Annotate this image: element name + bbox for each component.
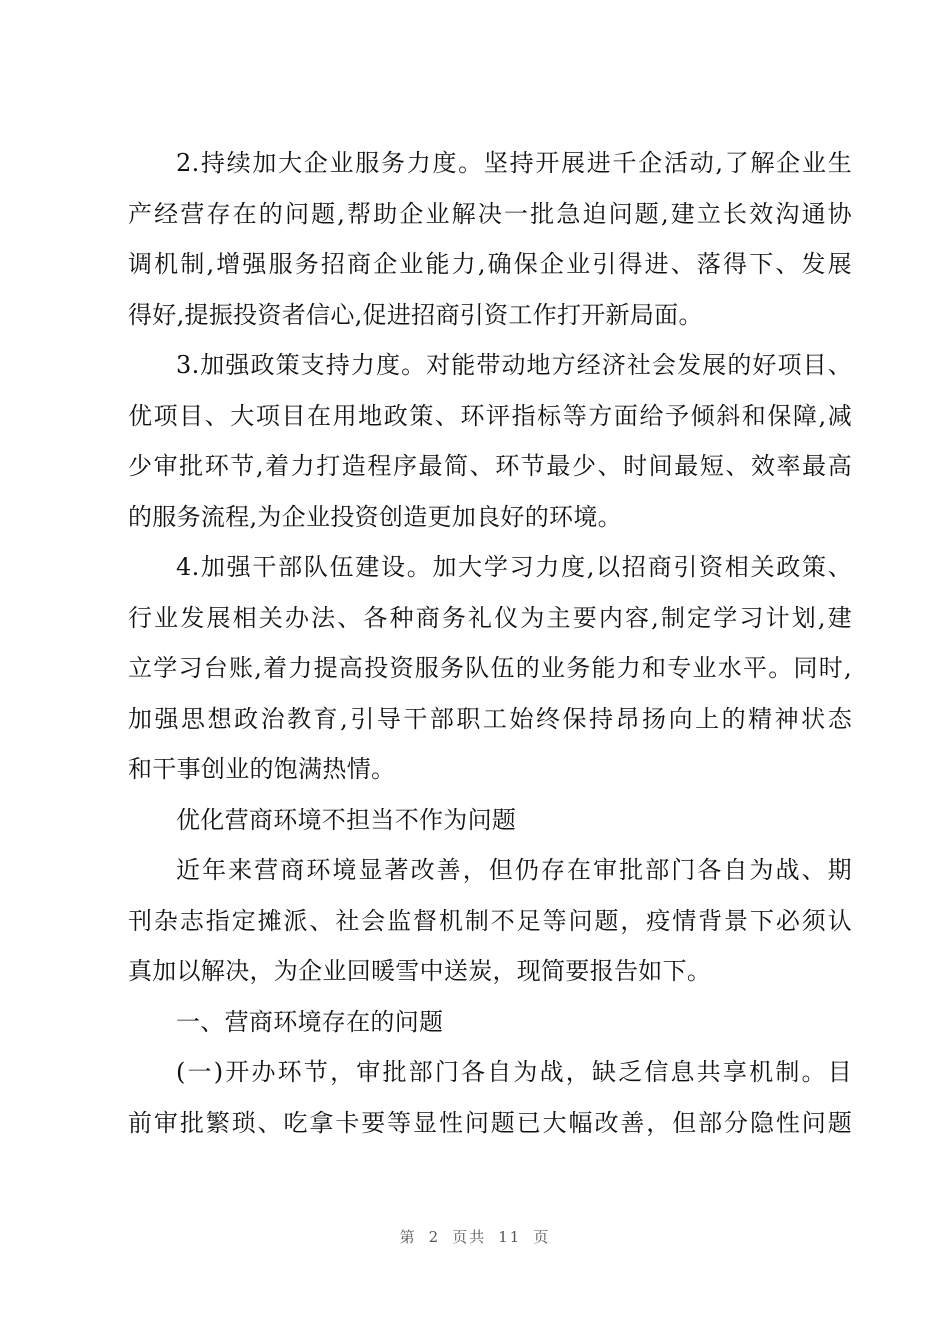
text-line: 4.加强干部队伍建设。加大学习力度,以招商引资相关政策、 <box>176 553 852 581</box>
text-line: 产经营存在的问题,帮助企业解决一批急迫问题,建立长效沟通协 <box>128 199 852 228</box>
document-body <box>128 138 852 1148</box>
text-line: 少审批环节,着力打造程序最简、环节最少、时间最短、效率最高 <box>128 452 852 480</box>
footer-total-pages: 11 <box>498 1228 522 1246</box>
text-line: (一)开办环节，审批部门各自为战，缺乏信息共享机制。目 <box>176 1058 852 1086</box>
text-line: 一、营商环境存在的问题 <box>176 1007 444 1036</box>
text-line: 立学习台账,着力提高投资服务队伍的业务能力和专业水平。同时, <box>128 654 852 682</box>
text-line: 近年来营商环境显著改善，但仍存在审批部门各自为战、期 <box>176 856 852 884</box>
text-line: 3.加强政策支持力度。对能带动地方经济社会发展的好项目、 <box>176 351 852 379</box>
page-footer <box>0 1226 950 1247</box>
text-line: 行业发展相关办法、各种商务礼仪为主要内容,制定学习计划,建 <box>128 603 852 632</box>
text-line: 和干事创业的饱满热情。 <box>128 755 396 783</box>
text-line: 优项目、大项目在用地政策、环评指标等方面给予倾斜和保障,减 <box>128 401 852 430</box>
footer-suffix: 页 <box>533 1228 551 1246</box>
footer-prefix: 第 <box>399 1228 417 1246</box>
footer-middle: 页共 <box>452 1228 487 1246</box>
footer-page-number: 2 <box>428 1228 441 1246</box>
text-line: 2.持续加大企业服务力度。坚持开展进千企活动,了解企业生 <box>176 149 852 177</box>
text-line: 调机制,增强服务招商企业能力,确保企业引得进、落得下、发展 <box>128 250 852 278</box>
text-line: 的服务流程,为企业投资创造更加良好的环境。 <box>128 502 622 531</box>
text-line: 真加以解决，为企业回暖雪中送炭，现简要报告如下。 <box>128 957 712 985</box>
text-line: 加强思想政治教育,引导干部职工始终保持昂扬向上的精神状态 <box>128 704 852 733</box>
text-line: 优化营商环境不担当不作为问题 <box>176 805 517 834</box>
text-line: 前审批繁琐、吃拿卡要等显性问题已大幅改善，但部分隐性问题 <box>128 1108 852 1137</box>
text-line: 刊杂志指定摊派、社会监督机制不足等问题，疫情背景下必须认 <box>128 906 852 935</box>
text-line: 得好,提振投资者信心,促进招商引资工作打开新局面。 <box>128 300 703 329</box>
